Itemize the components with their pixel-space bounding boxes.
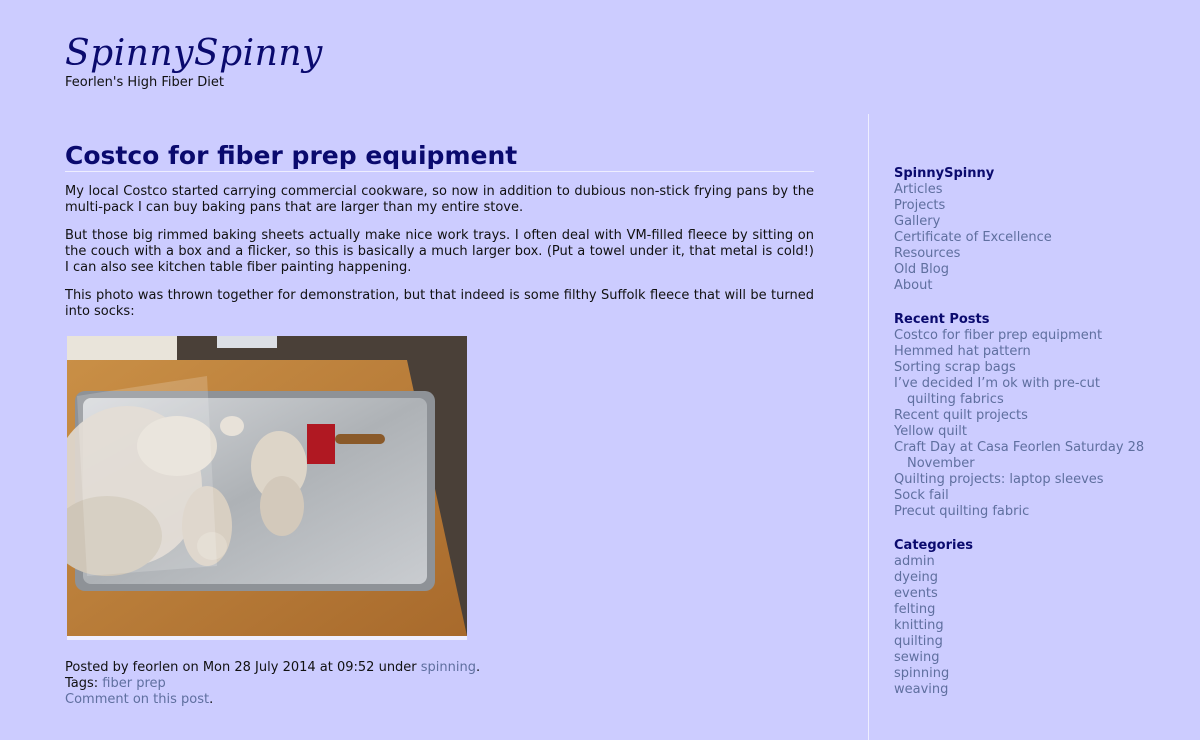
- sidebar: [868, 114, 1145, 740]
- tags-label: Tags:: [65, 676, 103, 691]
- recent-post-link[interactable]: Recent quilt projects: [894, 408, 1028, 423]
- recent-post-link[interactable]: Yellow quilt: [894, 424, 967, 439]
- category-item-weaving[interactable]: weaving: [894, 682, 949, 697]
- recent-post-link[interactable]: Quilting projects: laptop sleeves: [894, 472, 1104, 487]
- category-link[interactable]: spinning: [420, 660, 476, 675]
- pages-heading[interactable]: SpinnySpinny: [894, 166, 995, 181]
- fleece-tray-photo: [67, 336, 467, 636]
- comment-link[interactable]: Comment on this post: [65, 692, 210, 707]
- category-item-dyeing[interactable]: dyeing: [894, 570, 939, 585]
- recent-post-link[interactable]: Sorting scrap bags: [894, 360, 1016, 375]
- post-paragraph: But those big rimmed baking sheets actually make nice work trays. I often deal with VM-filled fleece by sitting on the couch with a box and a flicker, so this is basically a much larger box. (Put a towel under it, that metal is cold!) I can also see kitchen table fiber painting happening.: [65, 228, 814, 275]
- category-item-events[interactable]: events: [894, 586, 938, 601]
- tag-link[interactable]: fiber prep: [102, 676, 166, 691]
- site-title[interactable]: SpinnySpinny: [65, 33, 323, 74]
- sidebar-item-old-blog[interactable]: Old Blog: [894, 262, 949, 277]
- sidebar-item-articles[interactable]: Articles: [894, 182, 943, 197]
- category-item-knitting[interactable]: knitting: [894, 618, 944, 633]
- categories-widget: [894, 538, 1174, 698]
- categories-heading: Categories: [894, 538, 974, 553]
- recent-post-link[interactable]: Sock fail: [894, 488, 949, 503]
- post-byline: Posted by feorlen on Mon 28 July 2014 at 09:52 under: [65, 660, 421, 675]
- post-title[interactable]: Costco for fiber prep equipment: [65, 141, 814, 172]
- post-body: [65, 184, 814, 320]
- sidebar-item-resources[interactable]: Resources: [894, 246, 961, 261]
- recent-post-link[interactable]: Costco for fiber prep equipment: [894, 328, 1103, 343]
- category-item-quilting[interactable]: quilting: [894, 634, 943, 649]
- recent-post-link[interactable]: Craft Day at Casa Feorlen Saturday 28 November: [894, 440, 1145, 471]
- post-photo[interactable]: [67, 336, 467, 640]
- recent-posts-heading: Recent Posts: [894, 312, 990, 327]
- post-paragraph: My local Costco started carrying commercial cookware, so now in addition to dubious non-stick frying pans by the multi-pack I can buy baking pans that are larger than my entire stove.: [65, 184, 814, 215]
- pages-widget: [894, 166, 1174, 294]
- recent-posts-widget: [894, 312, 1174, 520]
- sidebar-item-projects[interactable]: Projects: [894, 198, 946, 213]
- comment-period: .: [209, 692, 214, 707]
- byline-period: .: [476, 660, 481, 675]
- category-item-admin[interactable]: admin: [894, 554, 935, 569]
- recent-post-link[interactable]: I’ve decided I’m ok with pre-cut quilting fabrics: [894, 376, 1101, 407]
- category-item-spinning[interactable]: spinning: [894, 666, 950, 681]
- sidebar-item-certificate[interactable]: Certificate of Excellence: [894, 230, 1052, 245]
- category-item-sewing[interactable]: sewing: [894, 650, 940, 665]
- recent-post-link[interactable]: Hemmed hat pattern: [894, 344, 1031, 359]
- site-header: [65, 32, 323, 90]
- category-item-felting[interactable]: felting: [894, 602, 936, 617]
- site-tagline: Feorlen's High Fiber Diet: [65, 75, 224, 90]
- post-paragraph: This photo was thrown together for demonstration, but that indeed is some filthy Suffolk fleece that will be turned into socks:: [65, 288, 814, 319]
- post-meta: [65, 660, 814, 708]
- sidebar-item-gallery[interactable]: Gallery: [894, 214, 941, 229]
- recent-post-link[interactable]: Precut quilting fabric: [894, 504, 1030, 519]
- main-content: [65, 141, 814, 708]
- sidebar-item-about[interactable]: About: [894, 278, 933, 293]
